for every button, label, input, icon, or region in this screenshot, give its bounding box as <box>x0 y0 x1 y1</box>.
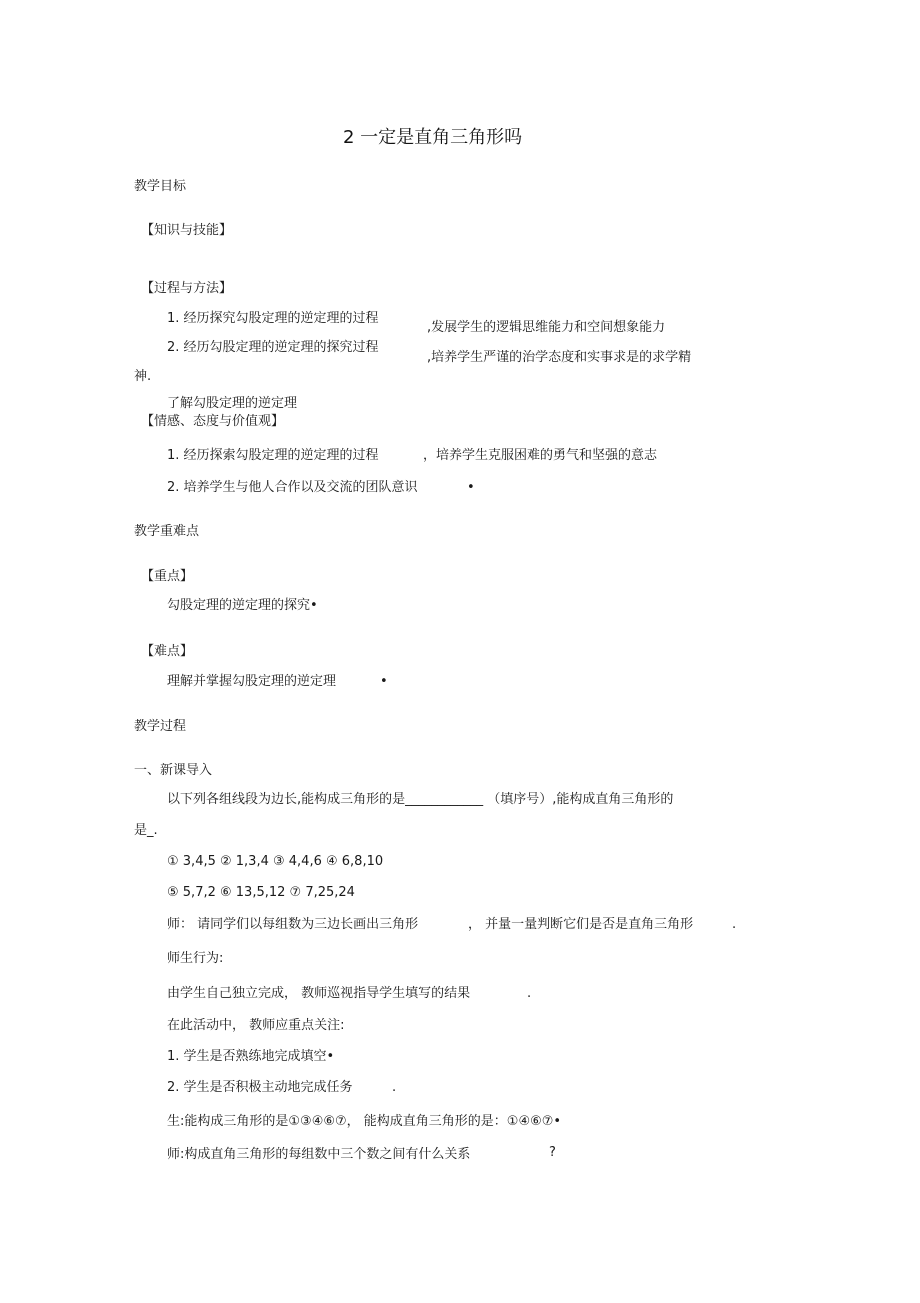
student-answer: 生:能构成三角形的是①③④⑥⑦， 能构成直角三角形的是：①④⑥⑦• <box>167 1114 562 1129</box>
subheading-difficult: 【难点】 <box>141 644 194 659</box>
difficult-dot: • <box>380 674 388 689</box>
attitude-item-2-dot: • <box>467 480 475 495</box>
attitude-item-1-left: 1. 经历探索勾股定理的逆定理的过程 <box>167 448 379 463</box>
process-item-1-left: 1. 经历探究勾股定理的逆定理的过程 <box>167 311 379 326</box>
teacher-question: 师:构成直角三角形的每组数中三个数之间有什么关系 <box>167 1147 471 1162</box>
question-line-2: 是_. <box>134 823 158 838</box>
options-row-2: ⑤ 5,7,2 ⑥ 13,5,12 ⑦ 7,25,24 <box>167 885 355 900</box>
focus-item-1: 1. 学生是否熟练地完成填空• <box>167 1049 335 1064</box>
section-heading-objectives: 教学目标 <box>134 179 187 194</box>
subheading-process: 【过程与方法】 <box>141 281 233 296</box>
behavior-label: 师生行为: <box>167 951 224 966</box>
attitude-item-2: 2. 培养学生与他人合作以及交流的团队意识 <box>167 480 418 495</box>
knowledge-text: 了解勾股定理的逆定理 <box>167 396 298 411</box>
subheading-knowledge: 【知识与技能】 <box>141 223 233 238</box>
question-line-1: 以下列各组线段为边长,能构成三角形的是____________ （填序号）,能构成直角三角形的 <box>167 792 674 807</box>
subheading-key: 【重点】 <box>141 569 194 584</box>
teacher-question-mark: ? <box>549 1145 556 1160</box>
process-item-2-continued: 神. <box>134 369 152 384</box>
focus-label: 在此活动中， 教师应重点关注: <box>167 1018 345 1033</box>
key-text: 勾股定理的逆定理的探究• <box>167 598 318 613</box>
behavior-text: 由学生自己独立完成， 教师巡视指导学生填写的结果 <box>167 986 471 1001</box>
options-row-1: ① 3,4,5 ② 1,3,4 ③ 4,4,6 ④ 6,8,10 <box>167 854 384 869</box>
focus-item-2: 2. 学生是否积极主动地完成任务 <box>167 1080 353 1095</box>
page-title: 2 一定是直角三角形吗 <box>343 127 523 148</box>
behavior-dot: . <box>527 986 532 1001</box>
teacher-instruction-right: ， 并量一量判断它们是否是直角三角形 <box>468 917 694 932</box>
teacher-instruction-dot: . <box>732 917 737 932</box>
section-heading-key-difficult: 教学重难点 <box>134 524 200 539</box>
attitude-item-1-right: ，培养学生克服困难的勇气和坚强的意志 <box>423 448 658 463</box>
process-item-2-right: ,培养学生严谨的治学态度和实事求是的求学精 <box>427 350 692 365</box>
process-item-1-right: ,发展学生的逻辑思维能力和空间想象能力 <box>427 320 666 335</box>
teacher-instruction-left: 师： 请同学们以每组数为三边长画出三角形 <box>167 917 419 932</box>
subheading-intro: 一、新课导入 <box>134 763 213 778</box>
section-heading-process: 教学过程 <box>134 719 187 734</box>
focus-item-2-dot: . <box>392 1080 397 1095</box>
process-item-2-left: 2. 经历勾股定理的逆定理的探究过程 <box>167 340 379 355</box>
subheading-attitude: 【情感、态度与价值观】 <box>141 414 285 429</box>
difficult-text: 理解并掌握勾股定理的逆定理 <box>167 674 337 689</box>
